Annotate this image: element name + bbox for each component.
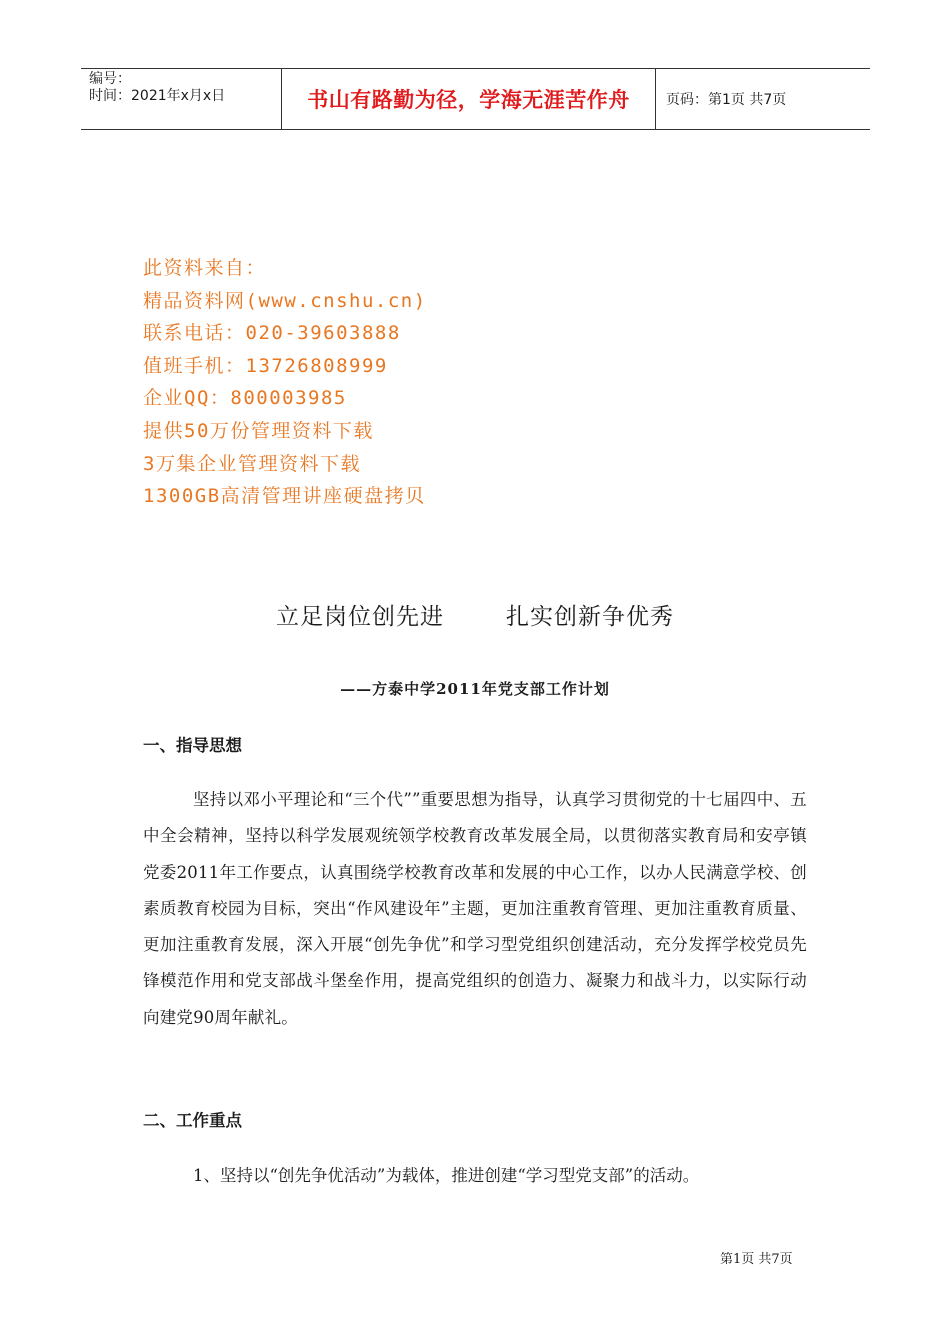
page-header <box>81 68 870 130</box>
source-line: 3万集企业管理资料下载 <box>143 452 361 475</box>
header-meta <box>81 69 281 129</box>
title-right: 扎实创新争优秀 <box>506 604 674 630</box>
title-left: 立足岗位创先进 <box>276 604 444 630</box>
list-item: 1、坚持以“创先争优活动”为载体，推进创建“学习型党支部”的活动。 <box>193 1166 700 1185</box>
source-line: 提供50万份管理资料下载 <box>143 419 374 442</box>
source-line: 精品资料网(www.cnshu.cn) <box>143 289 427 312</box>
source-info-block <box>143 252 427 513</box>
header-motto: 书山有路勤为径，学海无涯苦作舟 <box>307 88 630 112</box>
page-footer: 第1页 共7页 <box>720 1252 793 1267</box>
date-label: 时间：2021年x月x日 <box>89 88 226 104</box>
header-page-label: 页码：第1页 共7页 <box>666 92 787 108</box>
number-label: 编号： <box>89 71 131 87</box>
document-subtitle: ——方泰中学2011年党支部工作计划 <box>340 680 610 698</box>
section-paragraph: 坚持以邓小平理论和“三个代””重要思想为指导，认真学习贯彻党的十七届四中、五中全会精神，坚持以科学发展观统领学校教育改革发展全局，以贯彻落实教育局和安亭镇党委2011年工作要点，认真围绕学校教育改革和发展的中心工作，以办人民满意学校、创素质教育校园为目标，突出“作风建设年”主题，更加注重教育管理、更加注重教育质量、更加注重教育发展，深入开展“创先争优”和学习型党组织创建活动，充分发挥学校党员先锋模范作用和党支部战斗堡垒作用，提高党组织的创造力、凝聚力和战斗力，以实际行动向建党90周年献礼。 <box>143 790 807 1027</box>
source-line: 联系电话：020-39603888 <box>143 322 401 345</box>
source-line: 值班手机：13726808999 <box>143 354 388 377</box>
document-title <box>0 598 950 631</box>
source-line: 企业QQ：800003985 <box>143 387 347 410</box>
source-line: 此资料来自： <box>143 257 267 279</box>
source-line: 1300GB高清管理讲座硬盘拷贝 <box>143 485 426 508</box>
section-heading: 一、指导思想 <box>143 736 242 755</box>
section-heading: 二、工作重点 <box>143 1111 242 1130</box>
